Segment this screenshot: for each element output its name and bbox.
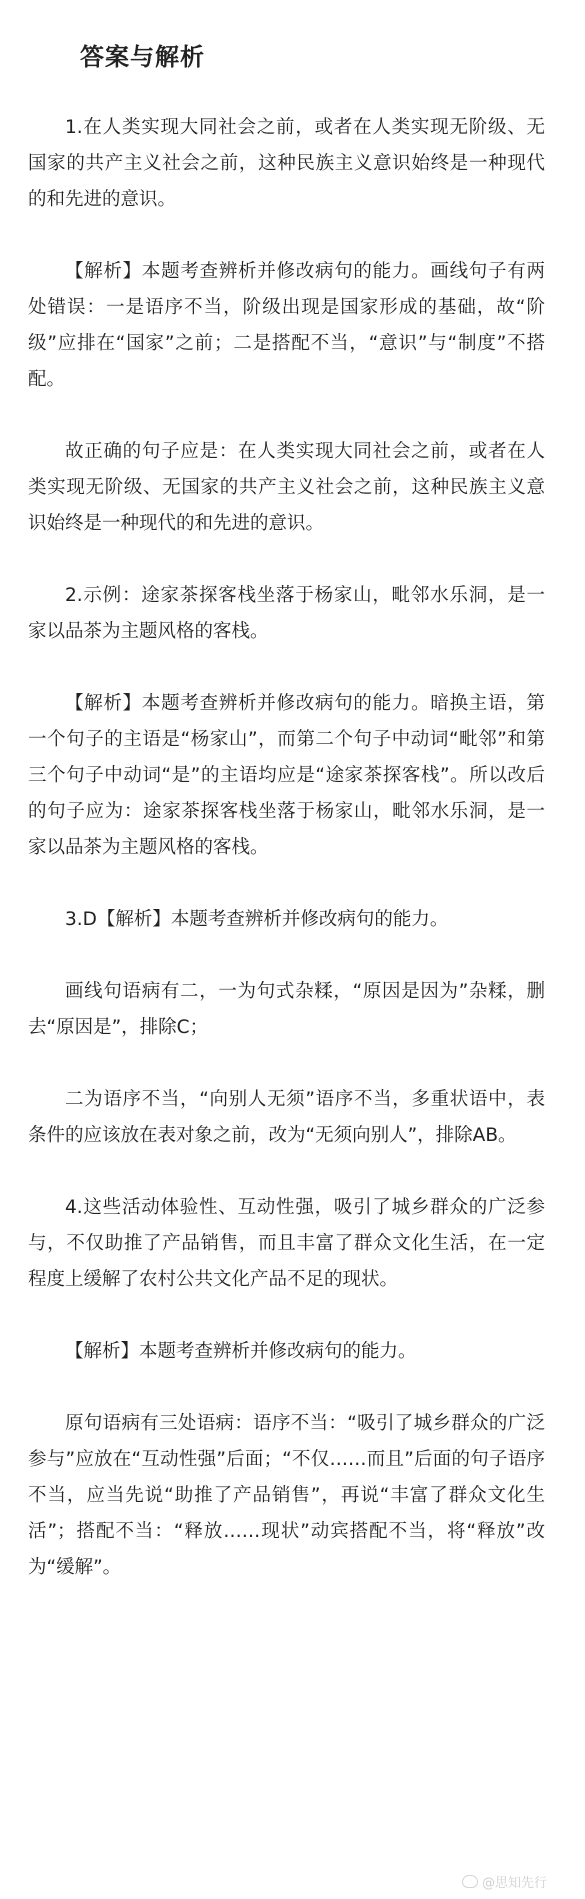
answer-2: 2.示例：途家茶探客栈坐落于杨家山，毗邻水乐洞，是一家以品茶为主题风格的客栈。 — [28, 585, 545, 642]
answer-3: 3.D【解析】本题考查辨析并修改病句的能力。 — [65, 909, 449, 930]
analysis-1: 【解析】本题考查辨析并修改病句的能力。画线句子有两处错误：一是语序不当，阶级出现是国家形成的基础，故“阶级”应排在“国家”之前；二是搭配不当，“意识”与“制度”不搭配。 — [28, 261, 545, 390]
watermark-text: @思知先行 — [481, 1876, 547, 1891]
analysis-2: 【解析】本题考查辨析并修改病句的能力。暗换主语，第一个句子的主语是“杨家山”，而第二个句子中动词“毗邻”和第三个句子中动词“是”的主语均应是“途家茶探客栈”。所以改后的句子应为：途家茶探客栈坐落于杨家山，毗邻水乐洞，是一家以品茶为主题风格的客栈。 — [28, 693, 545, 858]
answer-1: 1.在人类实现大同社会之前，或者在人类实现无阶级、无国家的共产主义社会之前，这种民族主义意识始终是一种现代的和先进的意识。 — [28, 117, 545, 210]
analysis-3-part-2: 二为语序不当，“向别人无须”语序不当，多重状语中，表条件的应该放在表对象之前，改为“无须向别人”，排除AB。 — [28, 1089, 545, 1146]
analysis-4-intro: 【解析】本题考查辨析并修改病句的能力。 — [65, 1341, 417, 1362]
analysis-3-part-1: 画线句语病有二，一为句式杂糅，“原因是因为”杂糅，删去“原因是”，排除C； — [28, 981, 545, 1038]
page-title: 答案与解析 — [80, 43, 205, 71]
analysis-4-detail: 原句语病有三处语病：语序不当：“吸引了城乡群众的广泛参与”应放在“互动性强”后面；“不仅……而且”后面的句子语序不当，应当先说“助推了产品销售”，再说“丰富了群众文化生活”；搭配不当：“释放……现状”动宾搭配不当，将“释放”改为“缓解”。 — [28, 1413, 545, 1578]
watermark — [462, 1872, 547, 1891]
weibo-icon — [462, 1875, 478, 1888]
corrected-sentence-1: 故正确的句子应是：在人类实现大同社会之前，或者在人类实现无阶级、无国家的共产主义社会之前，这种民族主义意识始终是一种现代的和先进的意识。 — [28, 441, 545, 534]
answer-4: 4.这些活动体验性、互动性强，吸引了城乡群众的广泛参与，不仅助推了产品销售，而且丰富了群众文化生活，在一定程度上缓解了农村公共文化产品不足的现状。 — [28, 1197, 545, 1290]
